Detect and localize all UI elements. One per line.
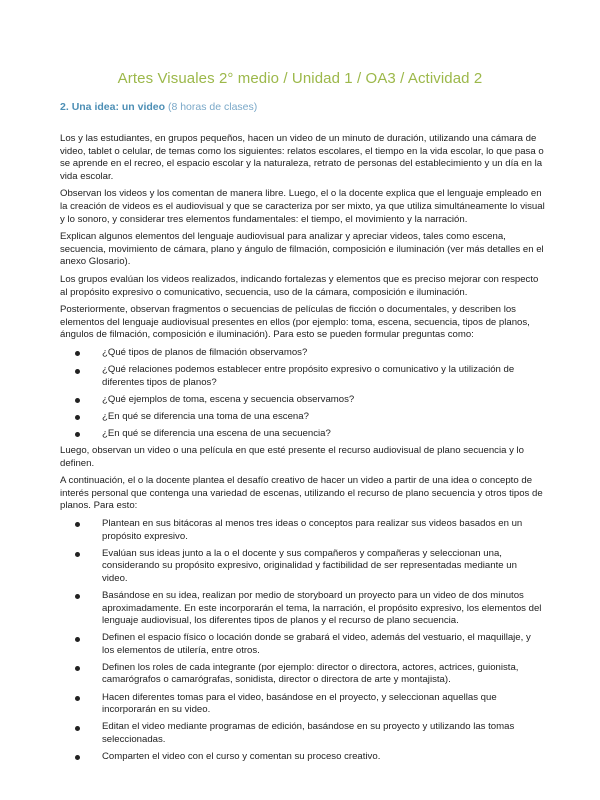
step-item: [102, 662, 545, 687]
challenge-paragraphs: [60, 445, 545, 513]
question-item: [102, 394, 545, 407]
body-paragraph: A continuación, el o la docente plantea el desafío creativo de hacer un video a partir de una idea o concepto de interés personal que contenga una variedad de escenas, utilizando el recurso de plano secuencia y otros tipos de planos. Para esto:: [60, 475, 543, 512]
body-paragraph: Explican algunos elementos del lenguaje audiovisual para analizar y apreciar videos, tales como escena, secuencia, movimiento de cámara, plano y ángulo de filmación, composición e iluminación (ver más detalles en el anexo Glosario).: [60, 231, 544, 268]
heading-number: 2.: [60, 101, 69, 113]
document-body: [60, 133, 545, 768]
question-item-text: ¿En qué se diferencia una escena de una secuencia?: [102, 427, 331, 439]
step-item-text: Hacen diferentes tomas para el video, basándose en el proyecto, y seleccionan aquellas que incorporarán en su video.: [102, 691, 497, 716]
page-title: Artes Visuales 2° medio / Unidad 1 / OA3 / Actividad 2: [117, 70, 483, 87]
bullet-icon: [75, 637, 80, 642]
step-item: [102, 590, 545, 628]
bullet-icon: [75, 351, 80, 356]
bullet-icon: [75, 755, 80, 760]
body-paragraph: Posteriormente, observan fragmentos o secuencias de películas de ficción o documentales, y describen los elementos del lenguaje audiovisual presentes en ellos (por ejemplo: toma, escena, secuencia, tipos de planos, ángulos de filmación, composición e iluminación). Para esto se pueden formular preguntas como:: [60, 304, 530, 341]
question-item-text: ¿En qué se diferencia una toma de una escena?: [102, 410, 309, 422]
bullet-icon: [75, 415, 80, 420]
step-item: [102, 721, 545, 746]
step-item-text: Comparten el video con el curso y comentan su proceso creativo.: [102, 750, 381, 762]
body-paragraph: Los y las estudiantes, en grupos pequeños, hacen un video de un minuto de duración, utilizando una cámara de video, tablet o celular, de temas como los siguientes: relatos escolares, el tiempo en la vida escolar, lo que pasa o se aprende en el recreo, el espacio escolar y la naturaleza, retrato de personas del establecimiento y un día en la vida escolar.: [60, 133, 544, 182]
bullet-icon: [75, 666, 80, 671]
step-item: [102, 518, 545, 543]
question-item-text: ¿Qué ejemplos de toma, escena y secuencia observamos?: [102, 393, 355, 405]
step-item-text: Definen el espacio físico o locación donde se grabará el video, además del vestuario, el maquillaje, y los elementos de utilería, entre otros.: [102, 632, 531, 656]
question-item-text: ¿Qué relaciones podemos establecer entre propósito expresivo o comunicativo y la utilización de diferentes tipos de planos?: [102, 364, 515, 388]
step-item: [102, 692, 545, 717]
question-item: [102, 364, 545, 389]
question-item: [102, 428, 545, 441]
activity-heading: [60, 101, 257, 113]
bullet-icon: [75, 369, 80, 374]
question-item: [102, 347, 545, 360]
question-item-text: ¿Qué tipos de planos de filmación observamos?: [102, 346, 308, 358]
step-item-text: Plantean en sus bitácoras al menos tres ideas o conceptos para realizar sus videos basados en un propósito expresivo.: [102, 517, 523, 542]
step-item: [102, 632, 545, 657]
step-item: [102, 548, 545, 586]
bullet-icon: [75, 432, 80, 437]
step-item: [102, 751, 545, 764]
step-item-text: Evalúan sus ideas junto a la o el docente y sus compañeros y compañeras y seleccionan una, considerando su propósito expresivo, originalidad y factibilidad de ser representadas mediante un video.: [102, 547, 517, 584]
bullet-icon: [75, 726, 80, 731]
questions-list: [60, 347, 545, 441]
bullet-icon: [75, 594, 80, 599]
steps-list: [60, 518, 545, 764]
question-item: [102, 411, 545, 424]
heading-sub: (8 horas de clases): [167, 101, 258, 113]
step-item-text: Basándose en su idea, realizan por medio de storyboard un proyecto para un video de dos minutos aproximadamente. En este incorporarán el tema, la narración, el propósito expresivo, los elementos del lenguaje audiovisual, los diferentes tipos de planos y el recurso de plano secuencia.: [102, 589, 542, 627]
heading-main: Una idea: un video: [71, 101, 166, 113]
body-paragraph: Los grupos evalúan los videos realizados, indicando fortalezas y elementos que es preciso mejorar con respecto al propósito expresivo o comunicativo, secuencia, uso de la cámara, composición e iluminación.: [60, 273, 539, 298]
step-item-text: Definen los roles de cada integrante (por ejemplo: director o directora, actores, actrices, guionista, camarógrafos o camarógrafas, sonidista, director o directora de arte y montajista).: [102, 661, 519, 686]
bullet-icon: [75, 398, 80, 403]
body-paragraph: Observan los videos y los comentan de manera libre. Luego, el o la docente explica que el lenguaje empleado en la creación de videos es el audiovisual y que se caracteriza por ser mixto, ya que utiliza simultáneamente lo visual y lo sonoro, y considerar tres elementos fundamentales: el tiempo, el movimiento y la narración.: [60, 188, 545, 225]
bullet-icon: [75, 552, 80, 557]
intro-paragraphs: [60, 133, 545, 342]
step-item-text: Editan el video mediante programas de edición, basándose en su proyecto y utilizando las tomas seleccionadas.: [102, 721, 515, 745]
bullet-icon: [75, 522, 80, 527]
bullet-icon: [75, 696, 80, 701]
body-paragraph: Luego, observan un video o una película en que esté presente el recurso audiovisual de plano secuencia y lo definen.: [60, 444, 525, 469]
